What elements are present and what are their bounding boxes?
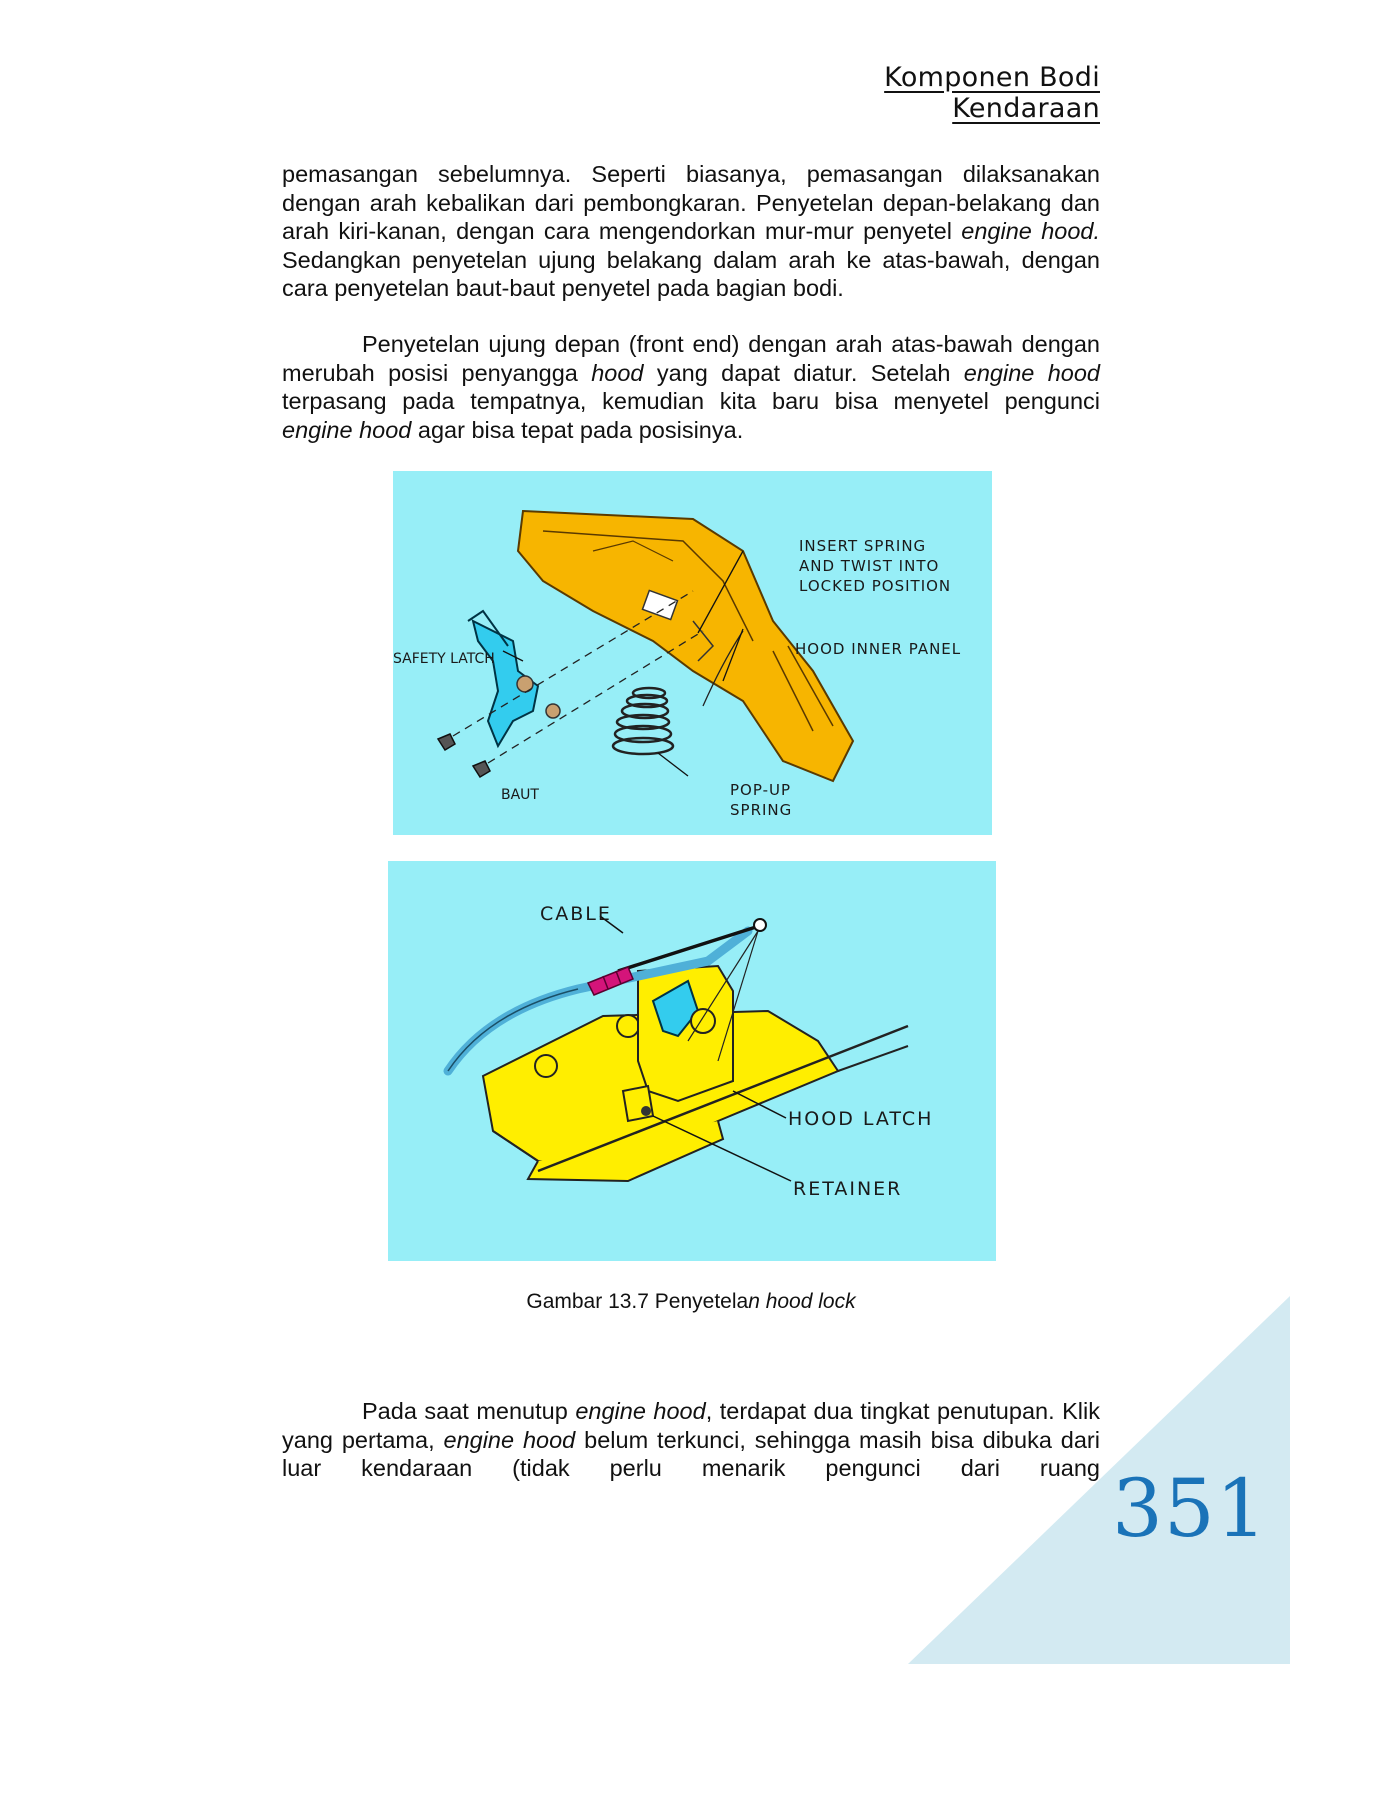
- label-hood-latch: HOOD LATCH: [788, 1108, 934, 1130]
- label-baut: BAUT: [501, 787, 539, 803]
- figure-caption: Gambar 13.7 Penyetelan hood lock: [526, 1290, 856, 1313]
- running-header-title: Komponen Bodi Kendaraan: [884, 62, 1100, 124]
- paragraph-2: Penyetelan ujung depan (front end) dengan arah atas-bawah dengan merubah posisi penyangga hood yang dapat diatur. Setelah engine hood terpasang pada tempatnya, kemudian kita baru bisa menyetel pengunci engine hood agar bisa tepat pada posisinya.: [282, 331, 1100, 443]
- label-retainer: RETAINER: [793, 1178, 903, 1200]
- paragraph-3: Pada saat menutup engine hood, terdapat dua tingkat penutupan. Klik yang pertama, engine hood belum terkunci, sehingga masih bisa dibuka dari luar kendaraan (tidak perlu menarik pengunci dari ruang: [282, 1398, 1100, 1481]
- label-safety-latch: SAFETY LATCH: [393, 651, 495, 667]
- figure-hood-safety-latch: [393, 471, 992, 835]
- label-hood-inner-panel: HOOD INNER PANEL: [795, 640, 962, 658]
- label-popup-spring: POP-UP SPRING: [730, 781, 793, 819]
- figure-hood-latch-cable: [388, 861, 996, 1261]
- hood-latch-cable-illustration: [388, 861, 996, 1261]
- page-number: 351: [1112, 1462, 1268, 1555]
- label-cable: CABLE: [540, 903, 612, 925]
- label-insert-spring: INSERT SPRING AND TWIST INTO LOCKED POSITION: [799, 537, 952, 595]
- paragraph-1: pemasangan sebelumnya. Seperti biasanya, pemasangan dilaksanakan dengan arah kebalikan dari pembongkaran. Penyetelan depan-belakang dan arah kiri-kanan, dengan cara mengendorkan mur-mur penyetel engine hood. Sedangkan penyetelan ujung belakang dalam arah ke atas-bawah, dengan cara penyetelan baut-baut penyetel pada bagian bodi.: [282, 161, 1101, 301]
